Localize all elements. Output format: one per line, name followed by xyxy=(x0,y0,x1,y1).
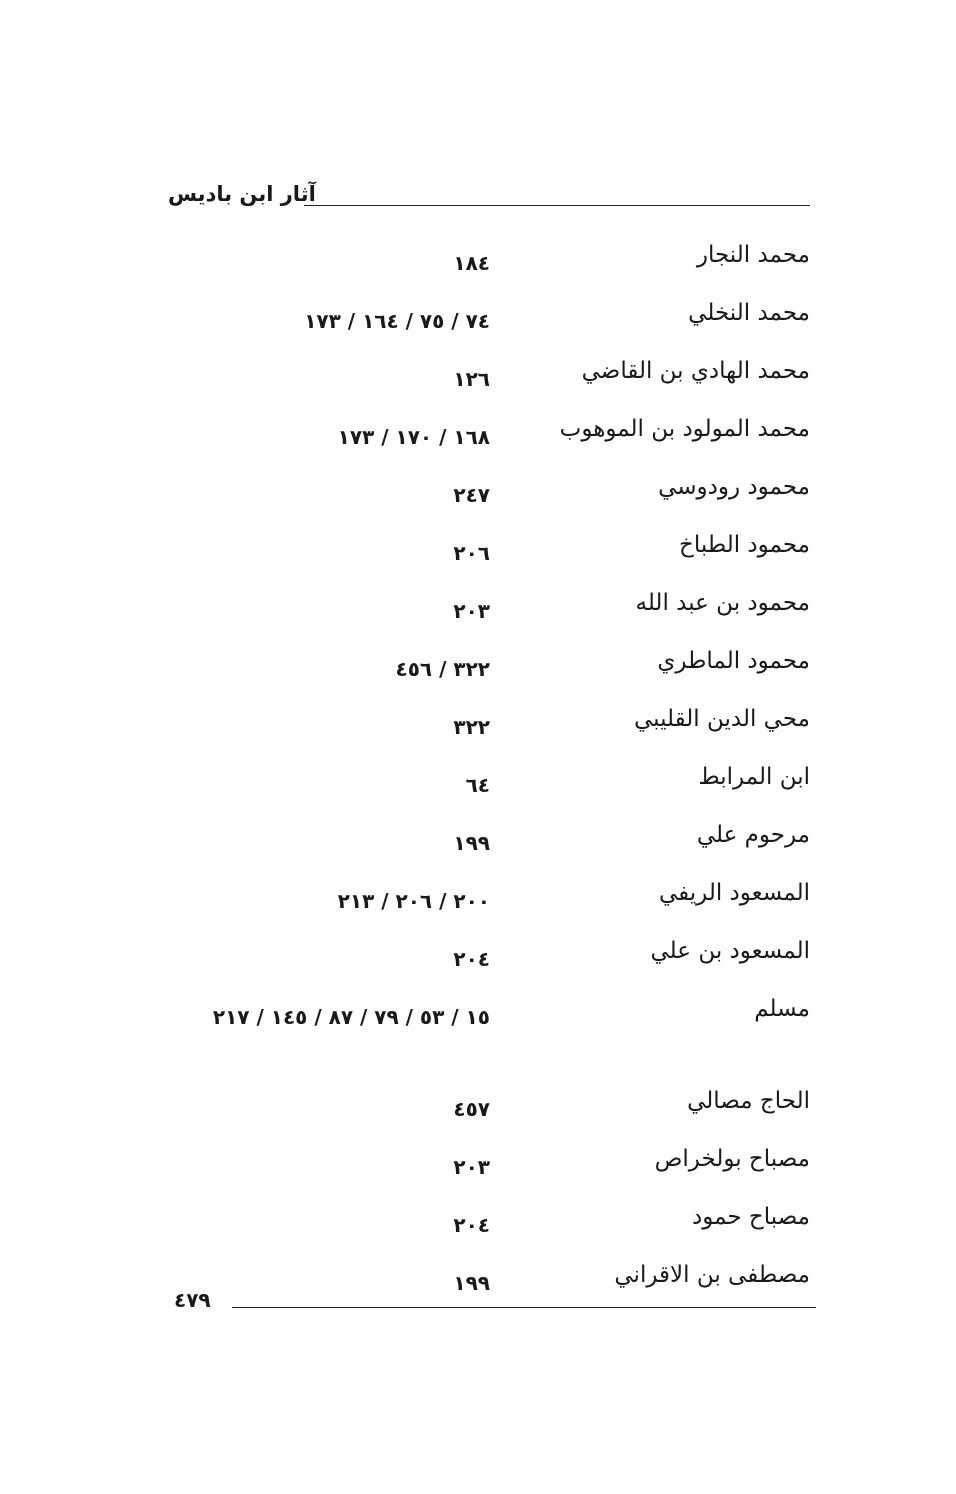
entry-pages: ٧٤ / ٧٥ / ١٦٤ / ١٧٣ xyxy=(304,309,490,333)
entry-pages: ٣٢٢ xyxy=(453,715,490,739)
index-entry xyxy=(168,1080,810,1138)
index-entry xyxy=(168,234,810,292)
index-entry xyxy=(168,582,810,640)
page-footer xyxy=(168,1286,816,1320)
index-entry xyxy=(168,872,810,930)
entry-pages: ٢٠٣ xyxy=(453,599,490,623)
entry-pages: ١٩٩ xyxy=(453,831,490,855)
entry-pages: ٢٠٤ xyxy=(453,1213,490,1237)
index-entry xyxy=(168,350,810,408)
entry-name: المسعود الريفي xyxy=(658,880,810,906)
index-entry xyxy=(168,466,810,524)
entry-name: مسلم xyxy=(754,996,810,1022)
footer-rule xyxy=(232,1307,816,1308)
index-entry xyxy=(168,988,810,1080)
entry-name: محمود الماطري xyxy=(657,648,810,674)
index-entry xyxy=(168,292,810,350)
entry-name: محمد النخلي xyxy=(688,300,810,326)
entry-pages: ٣٢٢ / ٤٥٦ xyxy=(395,657,490,681)
index-entry xyxy=(168,814,810,872)
index-entry xyxy=(168,408,810,466)
entry-pages: ٦٤ xyxy=(465,773,490,797)
entry-pages: ٢٠٤ xyxy=(453,947,490,971)
index-entry xyxy=(168,698,810,756)
index-entry xyxy=(168,756,810,814)
entry-name: مصطفى بن الاقراني xyxy=(614,1262,810,1288)
entry-pages: ٢٠٠ / ٢٠٦ / ٢١٣ xyxy=(337,889,490,913)
entry-name: محمد المولود بن الموهوب xyxy=(559,416,810,442)
entry-pages: ١٩٩ xyxy=(453,1271,490,1295)
entry-pages: ١٨٤ xyxy=(453,251,490,275)
entry-name: محمد النجار xyxy=(696,242,810,268)
index-list xyxy=(168,234,810,1312)
entry-name: ابن المرابط xyxy=(698,764,810,790)
entry-pages: ١٦٨ / ١٧٠ / ١٧٣ xyxy=(337,425,490,449)
entry-name: الحاج مصالي xyxy=(687,1088,810,1114)
entry-pages: ٢٠٣ xyxy=(453,1155,490,1179)
index-entry xyxy=(168,640,810,698)
entry-name: محمود رودوسي xyxy=(658,474,810,500)
entry-name: محمود الطباخ xyxy=(679,532,810,558)
entry-name: مصباح بولخراص xyxy=(654,1146,810,1172)
entry-pages: ١٢٦ xyxy=(453,367,490,391)
entry-name: محمد الهادي بن القاضي xyxy=(581,358,810,384)
entry-pages: ١٥ / ٥٣ / ٧٩ / ٨٧ / ١٤٥ / ٢١٧ xyxy=(212,1005,490,1029)
entry-pages: ٢٠٦ xyxy=(453,541,490,565)
index-entry xyxy=(168,1196,810,1254)
page-number: ٤٧٩ xyxy=(174,1288,211,1312)
entry-pages: ٢٤٧ xyxy=(453,483,490,507)
entry-pages: ٤٥٧ xyxy=(453,1097,490,1121)
index-entry xyxy=(168,1138,810,1196)
header-rule xyxy=(304,205,810,206)
entry-name: محي الدين القليبي xyxy=(633,706,810,732)
running-title: آثار ابن باديس xyxy=(168,182,316,206)
entry-name: المسعود بن علي xyxy=(650,938,810,964)
entry-name: مرحوم علي xyxy=(696,822,810,848)
index-entry xyxy=(168,930,810,988)
running-header xyxy=(168,178,810,212)
entry-name: محمود بن عبد الله xyxy=(635,590,810,616)
index-entry xyxy=(168,524,810,582)
entry-name: مصباح حمود xyxy=(691,1204,810,1230)
